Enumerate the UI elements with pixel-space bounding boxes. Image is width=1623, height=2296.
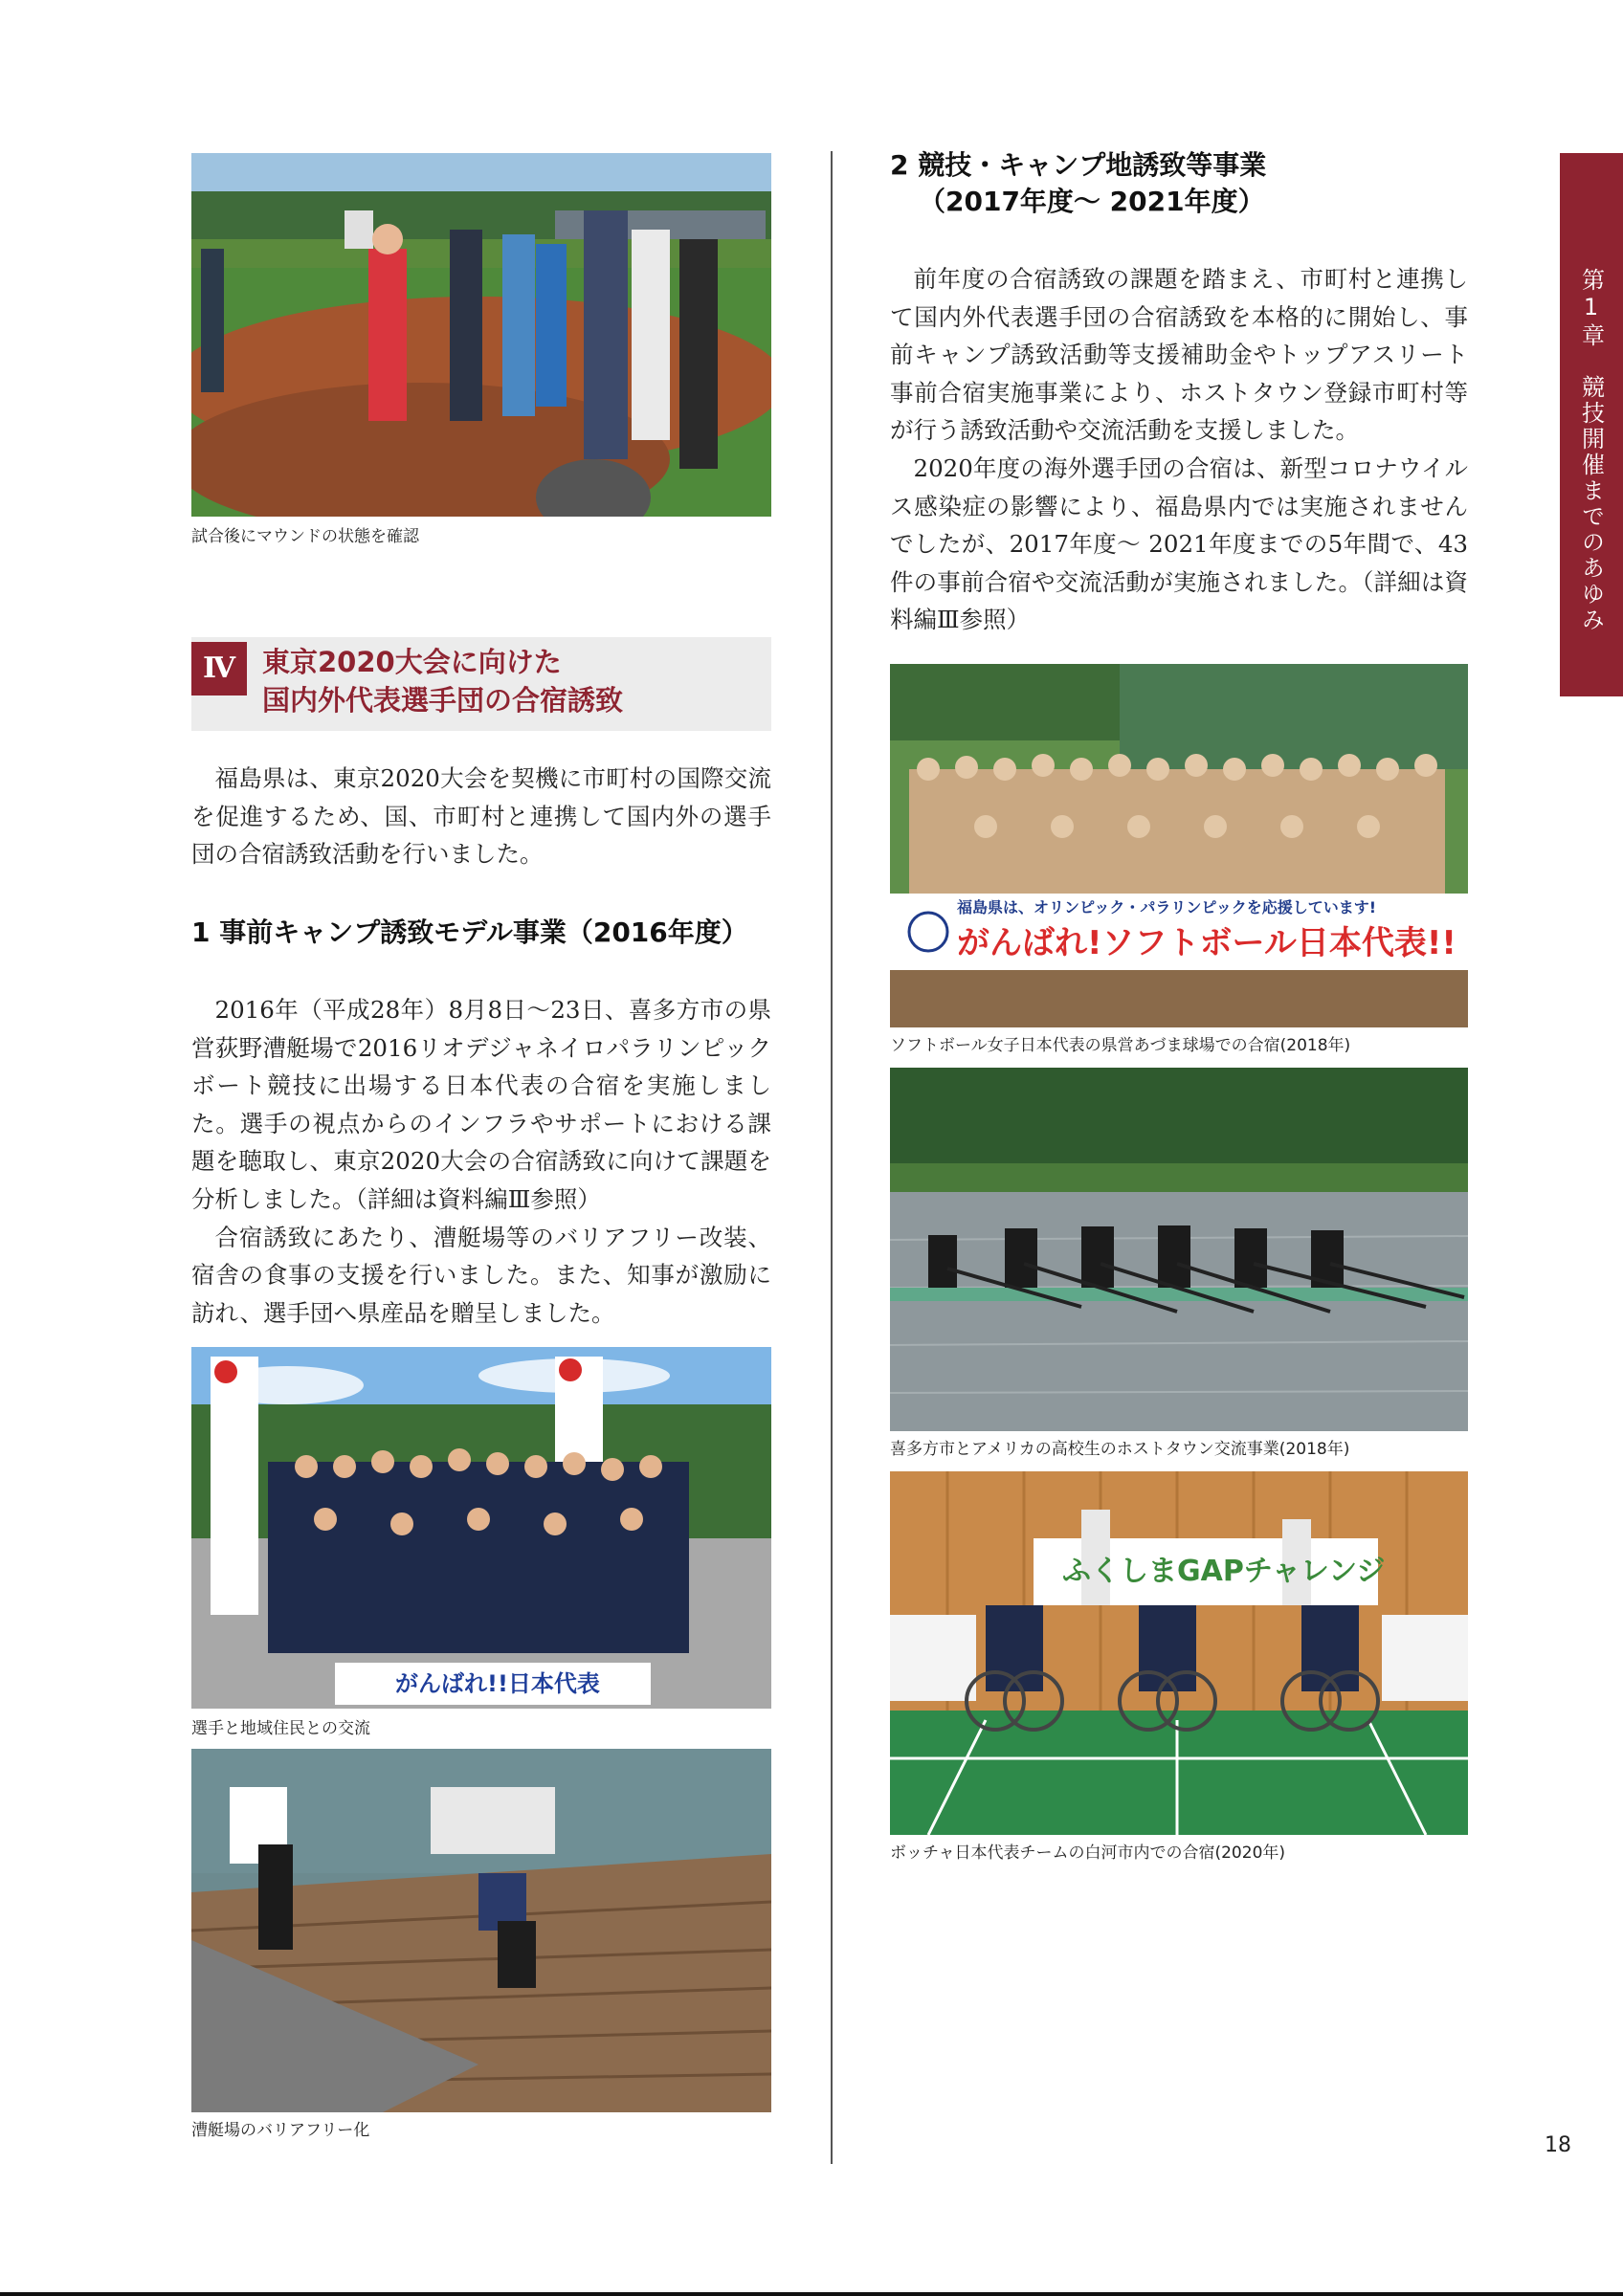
bottom-rule bbox=[0, 2292, 1623, 2296]
section-title-line1: 東京2020大会に向けた bbox=[262, 646, 562, 678]
photo-team-residents bbox=[191, 1347, 771, 1709]
photo4-banner-large: がんばれ!ソフトボール日本代表!! bbox=[957, 924, 1456, 962]
intro-text: 福島県は、東京2020大会を契機に市町村の国際交流を促進するため、国、市町村と連携して国内外の選手団の合宿誘致活動を行いました。 bbox=[191, 764, 771, 869]
photo4-banner-small: 福島県は、オリンピック・パラリンピックを応援しています! bbox=[957, 898, 1377, 916]
photo-caption-mound: 試合後にマウンドの状態を確認 bbox=[191, 527, 419, 546]
column-divider bbox=[831, 151, 833, 2164]
section-title bbox=[262, 643, 623, 719]
photo2-banner-text: がんばれ!!日本代表 bbox=[395, 1670, 600, 1697]
subsection1-heading: 1 事前キャンプ誘致モデル事業（2016年度） bbox=[191, 916, 748, 948]
subsection2-paragraph2: 2020年度の海外選手団の合宿は、新型コロナウイルス感染症の影響により、福島県内では実施されませんでしたが、2017年度～ 2021年度までの5年間で、43件の事前合宿や交流活動が実施されました。（詳細は資料編Ⅲ参照） bbox=[890, 453, 1468, 634]
subsection2-heading bbox=[890, 147, 1483, 220]
photo-caption-boccia: ボッチャ日本代表チームの白河市内での合宿(2020年) bbox=[890, 1843, 1286, 1863]
subsection2-heading-line2: （2017年度～ 2021年度） bbox=[919, 186, 1265, 217]
photo-rowing-exchange bbox=[890, 1068, 1468, 1431]
subsection1-paragraph1: 2016年（平成28年）8月8日～23日、喜多方市の県営荻野漕艇場で2016リオデジャネイロパラリンピックボート競技に出場する日本代表の合宿を実施しました。選手の視点からのインフラやサポートにおける課題を聴取し、東京2020大会の合宿誘致に向けて課題を分析しました。（詳細は資料編Ⅲ参照） bbox=[191, 996, 771, 1213]
photo-boathouse-barrier-free bbox=[191, 1749, 771, 2112]
section-number: Ⅳ bbox=[191, 642, 247, 695]
photo-softball-team bbox=[890, 664, 1468, 1027]
photo-caption-residents: 選手と地域住民との交流 bbox=[191, 1719, 370, 1738]
photo6-banner: ふくしまGAPチャレンジ bbox=[1062, 1555, 1386, 1588]
subsection2-body bbox=[890, 260, 1468, 639]
chapter-tab-label: 第1章 競技開催までのあゆみ bbox=[1577, 268, 1605, 633]
intro-paragraph bbox=[191, 760, 771, 873]
subsection1-paragraph2: 合宿誘致にあたり、漕艇場等のバリアフリー改装、宿舎の食事の支援を行いました。また、知事が激励に訪れ、選手団へ県産品を贈呈しました。 bbox=[191, 1223, 771, 1327]
photo-caption-barrier-free: 漕艇場のバリアフリー化 bbox=[191, 2121, 370, 2140]
photo-caption-rowing: 喜多方市とアメリカの高校生のホストタウン交流事業(2018年) bbox=[890, 1440, 1350, 1459]
photo-boccia-team bbox=[890, 1471, 1468, 1835]
section-title-line2: 国内外代表選手団の合宿誘致 bbox=[262, 684, 624, 717]
section-heading bbox=[191, 637, 771, 731]
photo-baseball-mound bbox=[191, 153, 771, 517]
chapter-tab bbox=[1560, 153, 1623, 696]
subsection2-heading-line1: 2 競技・キャンプ地誘致等事業 bbox=[890, 149, 1267, 181]
photo-caption-softball: ソフトボール女子日本代表の県営あづま球場での合宿(2018年) bbox=[890, 1036, 1351, 1055]
subsection2-paragraph1: 前年度の合宿誘致の課題を踏まえ、市町村と連携して国内外代表選手団の合宿誘致を本格的に開始し、事前キャンプ誘致活動等支援補助金やトップアスリート事前合宿実施事業により、ホストタウン登録市町村等が行う誘致活動や交流活動を支援しました。 bbox=[890, 265, 1468, 445]
subsection1-body bbox=[191, 991, 771, 1332]
page-number: 18 bbox=[1545, 2133, 1571, 2157]
